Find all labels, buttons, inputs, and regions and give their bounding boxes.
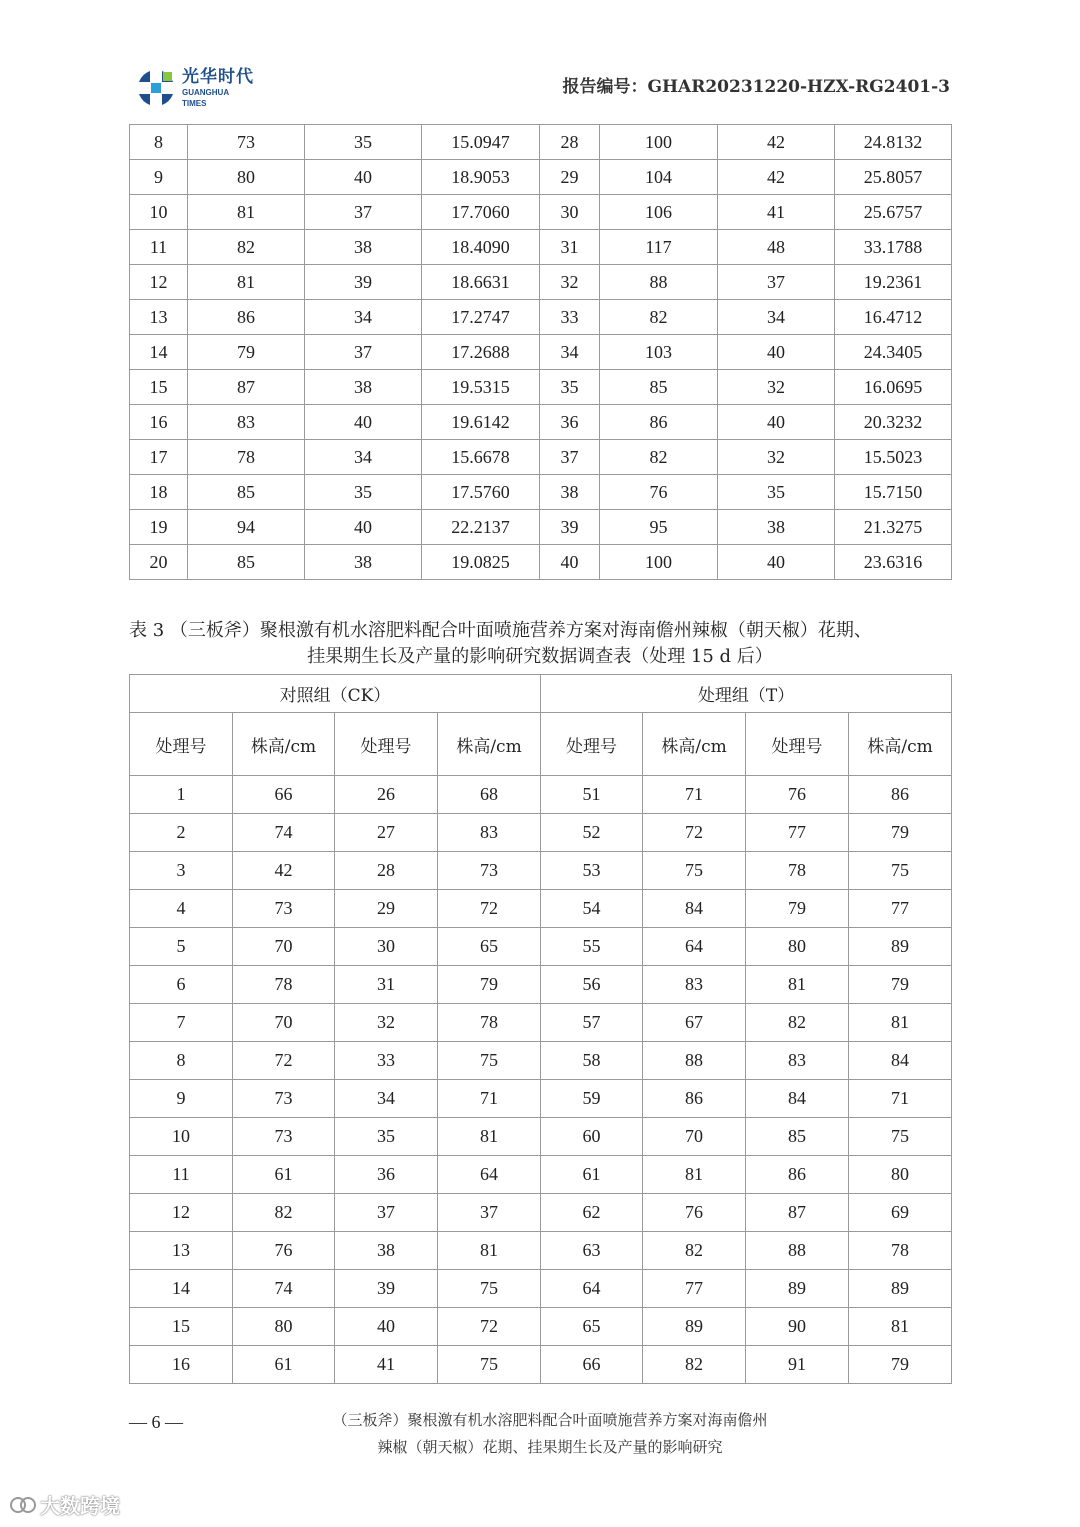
table-cell: 61 — [541, 1156, 643, 1194]
table-cell: 17.5760 — [422, 475, 540, 510]
table3-caption-line2: 挂果期生长及产量的影响研究数据调查表（处理 15 d 后） — [307, 646, 773, 667]
table-cell: 85 — [188, 475, 305, 510]
table-cell: 31 — [335, 966, 438, 1004]
table-cell: 40 — [305, 405, 422, 440]
table-cell: 75 — [849, 1118, 952, 1156]
table-cell: 40 — [540, 545, 600, 580]
table-cell: 36 — [335, 1156, 438, 1194]
table-cell: 86 — [188, 300, 305, 335]
table-cell: 40 — [718, 335, 835, 370]
table-cell: 18.9053 — [422, 160, 540, 195]
table-row — [130, 475, 952, 510]
table-cell: 70 — [233, 1004, 335, 1042]
table-cell: 54 — [541, 890, 643, 928]
table-row — [130, 1194, 952, 1232]
table-cell: 9 — [130, 1080, 233, 1118]
table-cell: 79 — [438, 966, 541, 1004]
table-cell: 87 — [188, 370, 305, 405]
table-cell: 24.8132 — [835, 125, 952, 160]
table-cell: 81 — [438, 1232, 541, 1270]
table-cell: 37 — [718, 265, 835, 300]
table-cell: 32 — [540, 265, 600, 300]
table-cell: 10 — [130, 195, 188, 230]
table-cell: 41 — [718, 195, 835, 230]
table-row — [130, 300, 952, 335]
table-cell: 66 — [233, 776, 335, 814]
table-cell: 81 — [188, 265, 305, 300]
table-cell: 35 — [540, 370, 600, 405]
table-row — [130, 1346, 952, 1384]
table-cell: 7 — [130, 1004, 233, 1042]
table-cell: 37 — [305, 335, 422, 370]
table-cell: 89 — [643, 1308, 746, 1346]
table-cell: 79 — [188, 335, 305, 370]
column-header: 株高/cm — [849, 713, 952, 776]
table-cell: 82 — [233, 1194, 335, 1232]
table-cell: 40 — [305, 510, 422, 545]
table-cell: 76 — [233, 1232, 335, 1270]
table-cell: 72 — [438, 890, 541, 928]
table-cell: 71 — [643, 776, 746, 814]
column-header: 株高/cm — [233, 713, 335, 776]
table-cell: 14 — [130, 335, 188, 370]
table-cell: 12 — [130, 265, 188, 300]
table-cell: 68 — [438, 776, 541, 814]
company-logo — [136, 68, 254, 108]
table-cell: 80 — [233, 1308, 335, 1346]
table-cell: 28 — [335, 852, 438, 890]
table-cell: 51 — [541, 776, 643, 814]
table-cell: 42 — [233, 852, 335, 890]
table-cell: 38 — [540, 475, 600, 510]
logo-mark-icon — [136, 68, 176, 108]
table-cell: 15.0947 — [422, 125, 540, 160]
table-row — [130, 125, 952, 160]
table-cell: 48 — [718, 230, 835, 265]
table-cell: 53 — [541, 852, 643, 890]
table-row — [130, 335, 952, 370]
table-row — [130, 1080, 952, 1118]
table-cell: 19.0825 — [422, 545, 540, 580]
table3-caption-line1: 表 3 （三板斧）聚根激有机水溶肥料配合叶面喷施营养方案对海南儋州辣椒（朝天椒）花期、 — [129, 620, 872, 641]
table-cell: 81 — [849, 1004, 952, 1042]
table-row — [130, 1156, 952, 1194]
table-row — [130, 1308, 952, 1346]
table-cell: 17.2747 — [422, 300, 540, 335]
table-cell: 94 — [188, 510, 305, 545]
table-row — [130, 852, 952, 890]
table-cell: 4 — [130, 890, 233, 928]
table-row — [130, 405, 952, 440]
table-cell: 90 — [746, 1308, 849, 1346]
table-cell: 77 — [746, 814, 849, 852]
table-cell: 19.5315 — [422, 370, 540, 405]
table-cell: 75 — [849, 852, 952, 890]
logo-chinese-text: 光华时代 — [182, 66, 254, 87]
table-cell: 14 — [130, 1270, 233, 1308]
table-cell: 67 — [643, 1004, 746, 1042]
column-header: 处理号 — [746, 713, 849, 776]
table-cell: 64 — [438, 1156, 541, 1194]
table-cell: 76 — [600, 475, 718, 510]
table-cell: 5 — [130, 928, 233, 966]
table-cell: 85 — [600, 370, 718, 405]
table-cell: 38 — [718, 510, 835, 545]
table-cell: 65 — [438, 928, 541, 966]
table-row — [130, 1270, 952, 1308]
table-cell: 6 — [130, 966, 233, 1004]
table-cell: 75 — [438, 1270, 541, 1308]
group-header-t: 处理组（T） — [541, 675, 952, 713]
table-row — [130, 890, 952, 928]
table-row — [130, 1042, 952, 1080]
table-cell: 87 — [746, 1194, 849, 1232]
table-cell: 84 — [643, 890, 746, 928]
table-cell: 35 — [305, 125, 422, 160]
table-cell: 31 — [540, 230, 600, 265]
table-cell: 8 — [130, 1042, 233, 1080]
table-cell: 82 — [746, 1004, 849, 1042]
table-cell: 91 — [746, 1346, 849, 1384]
table-cell: 81 — [746, 966, 849, 1004]
table-cell: 83 — [746, 1042, 849, 1080]
table-cell: 15 — [130, 1308, 233, 1346]
table-cell: 86 — [849, 776, 952, 814]
table-cell: 89 — [849, 928, 952, 966]
table-row — [130, 510, 952, 545]
table-cell: 10 — [130, 1118, 233, 1156]
table-cell: 41 — [335, 1346, 438, 1384]
table-cell: 34 — [718, 300, 835, 335]
table-cell: 40 — [718, 545, 835, 580]
table-cell: 62 — [541, 1194, 643, 1232]
column-header: 处理号 — [130, 713, 233, 776]
table-cell: 42 — [718, 160, 835, 195]
table-cell: 79 — [849, 814, 952, 852]
table-cell: 84 — [746, 1080, 849, 1118]
table-row — [130, 776, 952, 814]
table-cell: 19.2361 — [835, 265, 952, 300]
footer-title-line1: （三板斧）聚根激有机水溶肥料配合叶面喷施营养方案对海南儋州 — [332, 1411, 768, 1429]
table-cell: 36 — [540, 405, 600, 440]
table-cell: 35 — [718, 475, 835, 510]
table-cell: 27 — [335, 814, 438, 852]
table-cell: 39 — [305, 265, 422, 300]
table-cell: 32 — [718, 370, 835, 405]
table-cell: 86 — [600, 405, 718, 440]
table-cell: 35 — [335, 1118, 438, 1156]
table-cell: 15.7150 — [835, 475, 952, 510]
table-cell: 81 — [643, 1156, 746, 1194]
table-cell: 33.1788 — [835, 230, 952, 265]
table-cell: 104 — [600, 160, 718, 195]
table-cell: 95 — [600, 510, 718, 545]
table-cell: 18.4090 — [422, 230, 540, 265]
table-cell: 18 — [130, 475, 188, 510]
table-row — [130, 440, 952, 475]
table-cell: 84 — [849, 1042, 952, 1080]
table-cell: 25.6757 — [835, 195, 952, 230]
table-cell: 73 — [438, 852, 541, 890]
table-cell: 86 — [746, 1156, 849, 1194]
table-cell: 88 — [746, 1232, 849, 1270]
table-cell: 17 — [130, 440, 188, 475]
table-cell: 75 — [438, 1042, 541, 1080]
table-cell: 18.6631 — [422, 265, 540, 300]
table-cell: 16.4712 — [835, 300, 952, 335]
table-cell: 28 — [540, 125, 600, 160]
table-cell: 29 — [335, 890, 438, 928]
table-cell: 106 — [600, 195, 718, 230]
table-cell: 64 — [541, 1270, 643, 1308]
table-cell: 39 — [540, 510, 600, 545]
table-cell: 20.3232 — [835, 405, 952, 440]
table-cell: 40 — [305, 160, 422, 195]
table-cell: 89 — [746, 1270, 849, 1308]
table-cell: 80 — [188, 160, 305, 195]
table-cell: 82 — [600, 300, 718, 335]
table-cell: 73 — [233, 1080, 335, 1118]
table-3 — [129, 674, 952, 1384]
table-cell: 17.7060 — [422, 195, 540, 230]
table-cell: 42 — [718, 125, 835, 160]
column-header: 处理号 — [335, 713, 438, 776]
table-cell: 78 — [746, 852, 849, 890]
table-cell: 79 — [849, 966, 952, 1004]
table-row — [130, 195, 952, 230]
table-cell: 76 — [643, 1194, 746, 1232]
table-cell: 30 — [540, 195, 600, 230]
table-cell: 32 — [718, 440, 835, 475]
table-cell: 88 — [643, 1042, 746, 1080]
table-cell: 33 — [540, 300, 600, 335]
table-cell: 37 — [305, 195, 422, 230]
table-cell: 78 — [233, 966, 335, 1004]
table-cell: 72 — [643, 814, 746, 852]
table-cell: 37 — [438, 1194, 541, 1232]
table-cell: 9 — [130, 160, 188, 195]
table-cell: 83 — [643, 966, 746, 1004]
table-cell: 11 — [130, 1156, 233, 1194]
table-cell: 15.6678 — [422, 440, 540, 475]
table-row — [130, 966, 952, 1004]
footer-title-line2: 辣椒（朝天椒）花期、挂果期生长及产量的影响研究 — [377, 1438, 723, 1456]
table-cell: 73 — [233, 890, 335, 928]
table-cell: 77 — [849, 890, 952, 928]
table-cell: 78 — [849, 1232, 952, 1270]
table-row — [130, 1004, 952, 1042]
table-cell: 13 — [130, 300, 188, 335]
table-cell: 16 — [130, 405, 188, 440]
table-cell: 34 — [540, 335, 600, 370]
table-cell: 64 — [643, 928, 746, 966]
table-cell: 38 — [305, 370, 422, 405]
logo-english-text-1: GUANGHUA — [182, 87, 230, 97]
table-cell: 23.6316 — [835, 545, 952, 580]
table-cell: 34 — [305, 440, 422, 475]
table-cell: 71 — [438, 1080, 541, 1118]
table-cell: 86 — [643, 1080, 746, 1118]
table-cell: 74 — [233, 814, 335, 852]
table-cell: 40 — [718, 405, 835, 440]
table-cell: 78 — [438, 1004, 541, 1042]
table-cell: 77 — [643, 1270, 746, 1308]
table-cell: 11 — [130, 230, 188, 265]
table-row — [130, 230, 952, 265]
table-cell: 81 — [849, 1308, 952, 1346]
table-cell: 80 — [849, 1156, 952, 1194]
table-cell: 76 — [746, 776, 849, 814]
table-cell: 24.3405 — [835, 335, 952, 370]
table-row — [130, 265, 952, 300]
table-cell: 40 — [335, 1308, 438, 1346]
table-row — [130, 814, 952, 852]
table-cell: 19 — [130, 510, 188, 545]
table-cell: 63 — [541, 1232, 643, 1270]
table-cell: 55 — [541, 928, 643, 966]
table-cell: 61 — [233, 1346, 335, 1384]
table-cell: 65 — [541, 1308, 643, 1346]
table-cell: 3 — [130, 852, 233, 890]
table-cell: 75 — [438, 1346, 541, 1384]
table-cell: 81 — [188, 195, 305, 230]
table-row — [130, 1232, 952, 1270]
table-cell: 34 — [335, 1080, 438, 1118]
table-cell: 8 — [130, 125, 188, 160]
table-cell: 37 — [540, 440, 600, 475]
table-cell: 82 — [188, 230, 305, 265]
table-cell: 29 — [540, 160, 600, 195]
table-cell: 75 — [643, 852, 746, 890]
table-cell: 70 — [643, 1118, 746, 1156]
table-cell: 88 — [600, 265, 718, 300]
table-cell: 79 — [849, 1346, 952, 1384]
table-cell: 72 — [233, 1042, 335, 1080]
table-cell: 71 — [849, 1080, 952, 1118]
table-cell: 85 — [746, 1118, 849, 1156]
table-cell: 17.2688 — [422, 335, 540, 370]
table-cell: 21.3275 — [835, 510, 952, 545]
table-cell: 103 — [600, 335, 718, 370]
table-cell: 61 — [233, 1156, 335, 1194]
table-row — [130, 160, 952, 195]
watermark — [10, 1490, 120, 1519]
table-cell: 38 — [305, 545, 422, 580]
table-cell: 73 — [188, 125, 305, 160]
table-cell: 83 — [188, 405, 305, 440]
report-number: 报告编号：GHAR20231220-HZX-RG2401-3 — [562, 77, 950, 97]
table-cell: 26 — [335, 776, 438, 814]
group-header-ck: 对照组（CK） — [130, 675, 541, 713]
table-cell: 82 — [600, 440, 718, 475]
table-cell: 15.5023 — [835, 440, 952, 475]
table-cell: 73 — [233, 1118, 335, 1156]
table-cell: 25.8057 — [835, 160, 952, 195]
table-cell: 22.2137 — [422, 510, 540, 545]
table-cell: 19.6142 — [422, 405, 540, 440]
table-cell: 2 — [130, 814, 233, 852]
column-header: 株高/cm — [643, 713, 746, 776]
table-cell: 85 — [188, 545, 305, 580]
table-cell: 37 — [335, 1194, 438, 1232]
table-cell: 38 — [305, 230, 422, 265]
table-cell: 81 — [438, 1118, 541, 1156]
page-number: — 6 — — [129, 1412, 183, 1432]
table-row — [130, 545, 952, 580]
table-cell: 20 — [130, 545, 188, 580]
watermark-logo-icon — [10, 1495, 36, 1515]
table-cell: 13 — [130, 1232, 233, 1270]
table-cell: 33 — [335, 1042, 438, 1080]
column-header: 处理号 — [541, 713, 643, 776]
table-cell: 82 — [643, 1232, 746, 1270]
table-cell: 100 — [600, 545, 718, 580]
table-cell: 78 — [188, 440, 305, 475]
table-cell: 52 — [541, 814, 643, 852]
table-cell: 100 — [600, 125, 718, 160]
table-cell: 38 — [335, 1232, 438, 1270]
table-cell: 39 — [335, 1270, 438, 1308]
table-cell: 58 — [541, 1042, 643, 1080]
table-cell: 35 — [305, 475, 422, 510]
table-cell: 66 — [541, 1346, 643, 1384]
watermark-text: 大数跨境 — [40, 1494, 120, 1518]
table-cell: 72 — [438, 1308, 541, 1346]
table-cell: 34 — [305, 300, 422, 335]
table-cell: 82 — [643, 1346, 746, 1384]
table-cell: 57 — [541, 1004, 643, 1042]
table-cell: 69 — [849, 1194, 952, 1232]
table-cell: 32 — [335, 1004, 438, 1042]
column-header: 株高/cm — [438, 713, 541, 776]
table-row — [130, 928, 952, 966]
table-cell: 56 — [541, 966, 643, 1004]
table-cell: 74 — [233, 1270, 335, 1308]
table-cell: 16 — [130, 1346, 233, 1384]
table-cell: 80 — [746, 928, 849, 966]
table-cell: 59 — [541, 1080, 643, 1118]
table-cell: 12 — [130, 1194, 233, 1232]
table-cell: 83 — [438, 814, 541, 852]
table-row — [130, 1118, 952, 1156]
table-cell: 79 — [746, 890, 849, 928]
table-cell: 117 — [600, 230, 718, 265]
table-cell: 1 — [130, 776, 233, 814]
data-table-continued — [129, 124, 952, 580]
logo-english-text-2: TIMES — [182, 98, 207, 108]
table-cell: 30 — [335, 928, 438, 966]
table-cell: 16.0695 — [835, 370, 952, 405]
table-row — [130, 370, 952, 405]
table-cell: 60 — [541, 1118, 643, 1156]
table-cell: 89 — [849, 1270, 952, 1308]
table-cell: 15 — [130, 370, 188, 405]
table-cell: 70 — [233, 928, 335, 966]
